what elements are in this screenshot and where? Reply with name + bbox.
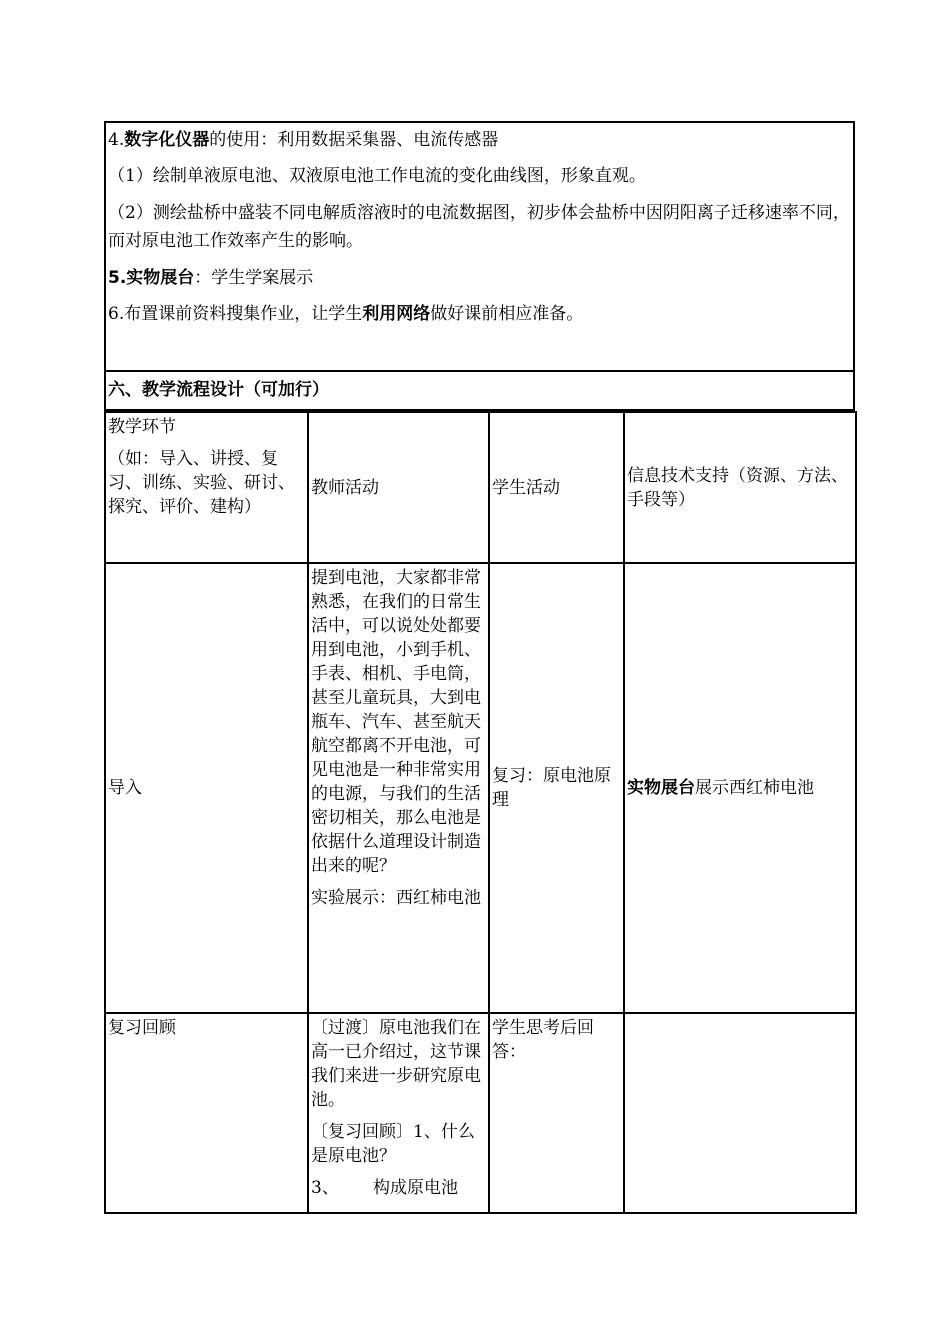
row2-stage: 复习回顾 (105, 1013, 308, 1213)
teaching-flow-table (104, 411, 857, 1214)
row1-stage: 导入 (105, 563, 308, 1013)
intro-item-4: 4.数字化仪器的使用：利用数据采集器、电流传感器 (108, 130, 499, 150)
table-header-row (105, 412, 856, 563)
header-teacher: 教师活动 (308, 412, 489, 563)
section-title: 六、教学流程设计（可加行） (104, 372, 855, 411)
row2-teacher: 〔过渡〕原电池我们在高一已介绍过，这节课我们来进一步研究原电池。 〔复习回顾〕1、什么是原电池？ 3、 构成原电池 (308, 1013, 489, 1213)
row1-tech: 实物展台展示西红柿电池 (624, 563, 856, 1013)
intro-sub-1: （1）绘制单液原电池、双液原电池工作电流的变化曲线图，形象直观。 (108, 166, 646, 186)
row1-teacher: 提到电池，大家都非常熟悉，在我们的日常生活中，可以说处处都要用到电池，小到手机、手表、相机、手电筒，甚至儿童玩具，大到电瓶车、汽车、甚至航天航空都离不开电池，可见电池是一种非常实用的电源，与我们的生活密切相关，那么电池是依据什么道理设计制造出来的呢？ 实验展示：西红柿电池 (308, 563, 489, 1013)
row2-student: 学生思考后回答： (489, 1013, 624, 1213)
header-stage: 教学环节 （如：导入、讲授、复习、训练、实验、研讨、探究、评价、建构） (105, 412, 308, 563)
intro-box (104, 121, 855, 372)
header-student: 学生活动 (489, 412, 624, 563)
row1-student: 复习：原电池原理 (489, 563, 624, 1013)
table-row (105, 563, 856, 1013)
document-page (104, 121, 855, 1214)
table-row (105, 1013, 856, 1213)
row2-tech (624, 1013, 856, 1213)
intro-sub-2: （2）测绘盐桥中盛装不同电解质溶液时的电流数据图，初步体会盐桥中因阴阳离子迁移速率不同，而对原电池工作效率产生的影响。 (108, 203, 850, 251)
intro-item-6: 6.布置课前资料搜集作业，让学生利用网络做好课前相应准备。 (108, 304, 584, 324)
intro-item-5: 5.实物展台：学生学案展示 (108, 268, 314, 288)
header-tech: 信息技术支持（资源、方法、手段等） (624, 412, 856, 563)
